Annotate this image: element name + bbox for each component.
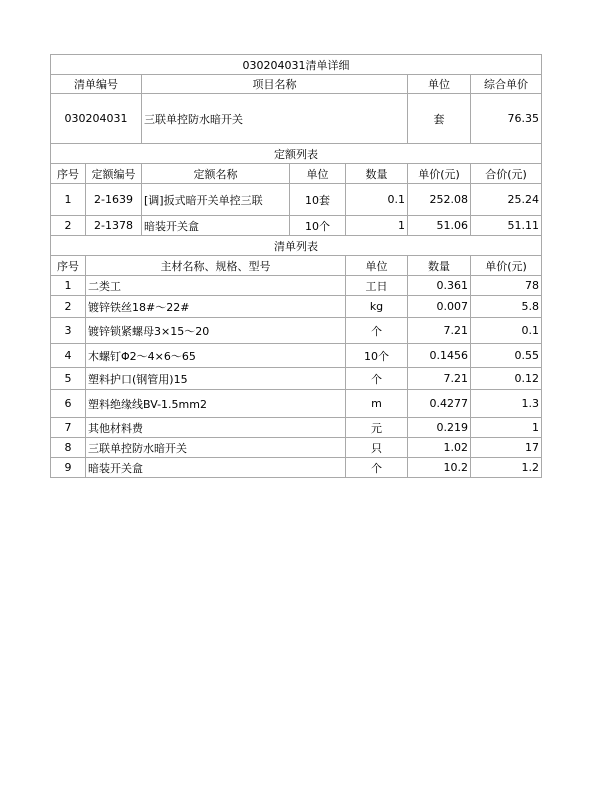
- material-row: [51, 438, 542, 458]
- material-unit: 个: [346, 458, 408, 478]
- bill-unit: 套: [408, 94, 471, 144]
- material-row: [51, 344, 542, 368]
- material-section-title-row: [51, 236, 542, 256]
- material-no: 8: [51, 438, 86, 458]
- material-price: 0.12: [471, 368, 542, 390]
- material-name: 木螺钉Φ2～4×6～65: [86, 344, 346, 368]
- material-section-title: 清单列表: [51, 236, 542, 256]
- material-no: 6: [51, 390, 86, 418]
- material-price: 5.8: [471, 296, 542, 318]
- quota-header-total: 合价(元): [471, 164, 542, 184]
- quota-price: 252.08: [408, 184, 471, 216]
- quota-code: 2-1378: [86, 216, 142, 236]
- material-unit: 个: [346, 368, 408, 390]
- quota-total: 25.24: [471, 184, 542, 216]
- bill-code: 030204031: [51, 94, 142, 144]
- material-header-qty: 数量: [408, 256, 471, 276]
- material-header-no: 序号: [51, 256, 86, 276]
- header-unit: 单位: [408, 75, 471, 94]
- bill-detail-table: [50, 54, 542, 478]
- material-price: 17: [471, 438, 542, 458]
- quota-header-no: 序号: [51, 164, 86, 184]
- quota-code: 2-1639: [86, 184, 142, 216]
- material-qty: 1.02: [408, 438, 471, 458]
- material-name: 暗装开关盒: [86, 458, 346, 478]
- quota-header-code: 定额编号: [86, 164, 142, 184]
- material-no: 4: [51, 344, 86, 368]
- material-header-row: [51, 256, 542, 276]
- material-unit: kg: [346, 296, 408, 318]
- material-price: 1.2: [471, 458, 542, 478]
- quota-price: 51.06: [408, 216, 471, 236]
- material-row: [51, 318, 542, 344]
- quota-no: 2: [51, 216, 86, 236]
- header-bill-code: 清单编号: [51, 75, 142, 94]
- material-price: 0.1: [471, 318, 542, 344]
- material-qty: 0.361: [408, 276, 471, 296]
- material-row: [51, 418, 542, 438]
- material-unit: 工日: [346, 276, 408, 296]
- material-unit: 只: [346, 438, 408, 458]
- quota-section-title-row: [51, 144, 542, 164]
- quota-name: [调]扳式暗开关单控三联: [142, 184, 290, 216]
- material-no: 2: [51, 296, 86, 318]
- material-row: [51, 390, 542, 418]
- material-row: [51, 368, 542, 390]
- material-name: 二类工: [86, 276, 346, 296]
- material-no: 7: [51, 418, 86, 438]
- material-header-name: 主材名称、规格、型号: [86, 256, 346, 276]
- material-qty: 10.2: [408, 458, 471, 478]
- material-qty: 0.007: [408, 296, 471, 318]
- material-qty: 7.21: [408, 318, 471, 344]
- quota-name: 暗装开关盒: [142, 216, 290, 236]
- material-name: 塑料护口(钢管用)15: [86, 368, 346, 390]
- quota-unit: 10套: [290, 184, 346, 216]
- material-row: [51, 276, 542, 296]
- quota-unit: 10个: [290, 216, 346, 236]
- quota-header-price: 单价(元): [408, 164, 471, 184]
- material-name: 镀锌铁丝18#～22#: [86, 296, 346, 318]
- material-row: [51, 458, 542, 478]
- material-qty: 0.219: [408, 418, 471, 438]
- quota-no: 1: [51, 184, 86, 216]
- material-header-unit: 单位: [346, 256, 408, 276]
- bill-row: [51, 94, 542, 144]
- material-unit: 10个: [346, 344, 408, 368]
- material-qty: 0.4277: [408, 390, 471, 418]
- header-item-name: 项目名称: [142, 75, 408, 94]
- bill-header-row: [51, 75, 542, 94]
- material-row: [51, 296, 542, 318]
- header-unit-price: 综合单价: [471, 75, 542, 94]
- material-qty: 7.21: [408, 368, 471, 390]
- bill-name: 三联单控防水暗开关: [142, 94, 408, 144]
- material-qty: 0.1456: [408, 344, 471, 368]
- material-unit: 元: [346, 418, 408, 438]
- material-name: 其他材料费: [86, 418, 346, 438]
- sheet-title: 030204031清单详细: [51, 55, 542, 75]
- material-price: 78: [471, 276, 542, 296]
- quota-row: [51, 216, 542, 236]
- quota-total: 51.11: [471, 216, 542, 236]
- quota-section-title: 定额列表: [51, 144, 542, 164]
- quota-header-name: 定额名称: [142, 164, 290, 184]
- quota-row: [51, 184, 542, 216]
- material-price: 1.3: [471, 390, 542, 418]
- material-no: 5: [51, 368, 86, 390]
- material-no: 9: [51, 458, 86, 478]
- material-header-price: 单价(元): [471, 256, 542, 276]
- material-name: 塑料绝缘线BV-1.5mm2: [86, 390, 346, 418]
- quota-qty: 1: [346, 216, 408, 236]
- quota-header-qty: 数量: [346, 164, 408, 184]
- quota-qty: 0.1: [346, 184, 408, 216]
- material-unit: 个: [346, 318, 408, 344]
- material-no: 1: [51, 276, 86, 296]
- material-name: 三联单控防水暗开关: [86, 438, 346, 458]
- quota-header-unit: 单位: [290, 164, 346, 184]
- material-no: 3: [51, 318, 86, 344]
- material-unit: m: [346, 390, 408, 418]
- material-name: 镀锌锁紧螺母3×15～20: [86, 318, 346, 344]
- title-row: [51, 55, 542, 75]
- quota-header-row: [51, 164, 542, 184]
- bill-unit-price: 76.35: [471, 94, 542, 144]
- material-price: 1: [471, 418, 542, 438]
- material-price: 0.55: [471, 344, 542, 368]
